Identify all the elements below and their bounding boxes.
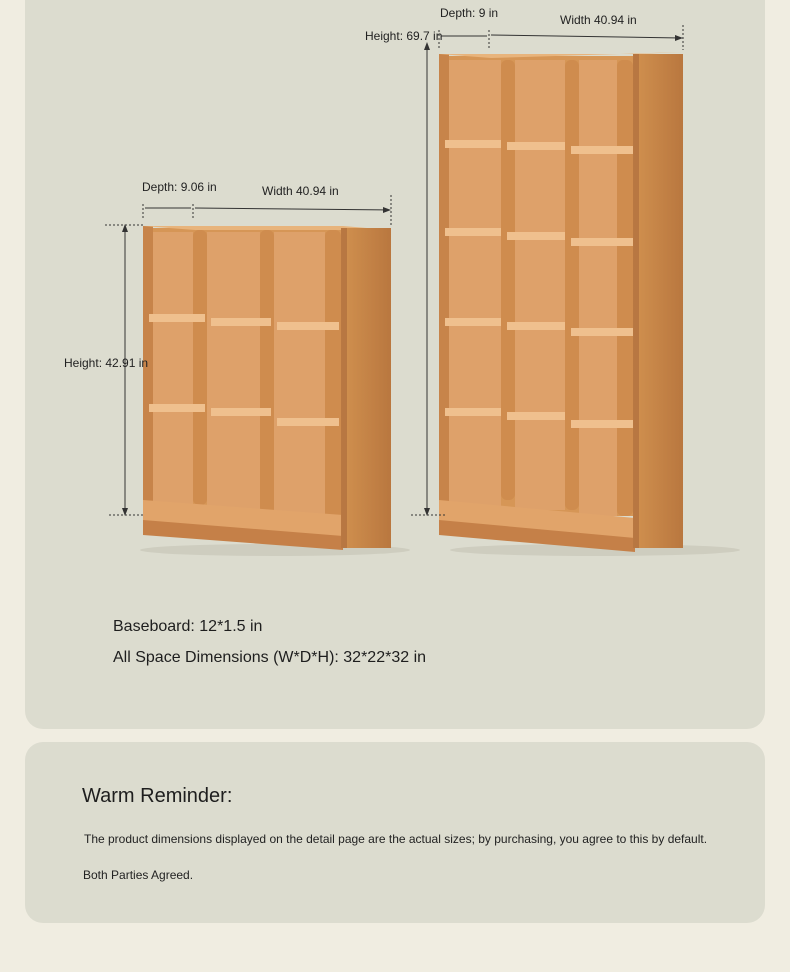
reminder-line-2: Both Parties Agreed. xyxy=(83,868,194,882)
tall-width-label: Width 40.94 in xyxy=(560,13,637,27)
reminder-line-1: The product dimensions displayed on the detail page are the actual sizes; by purchasing, you agree to this by default. xyxy=(84,832,708,846)
baseboard-spec: Baseboard: 12*1.5 in xyxy=(113,618,263,635)
small-width-label: Width 40.94 in xyxy=(262,184,339,198)
tall-depth-label: Depth: 9 in xyxy=(440,6,499,20)
space-dimensions-spec: All Space Dimensions (W*D*H): 32*22*32 in xyxy=(113,649,427,666)
warm-reminder-card xyxy=(25,742,765,923)
small-height-label: Height: 42.91 in xyxy=(64,356,149,370)
small-depth-label: Depth: 9.06 in xyxy=(142,180,217,194)
reminder-title: Warm Reminder: xyxy=(82,785,233,807)
dimensions-card xyxy=(25,0,765,729)
tall-height-label: Height: 69.7 in xyxy=(365,29,443,43)
small-bookshelf xyxy=(105,195,410,556)
tall-bookshelf xyxy=(411,25,740,556)
